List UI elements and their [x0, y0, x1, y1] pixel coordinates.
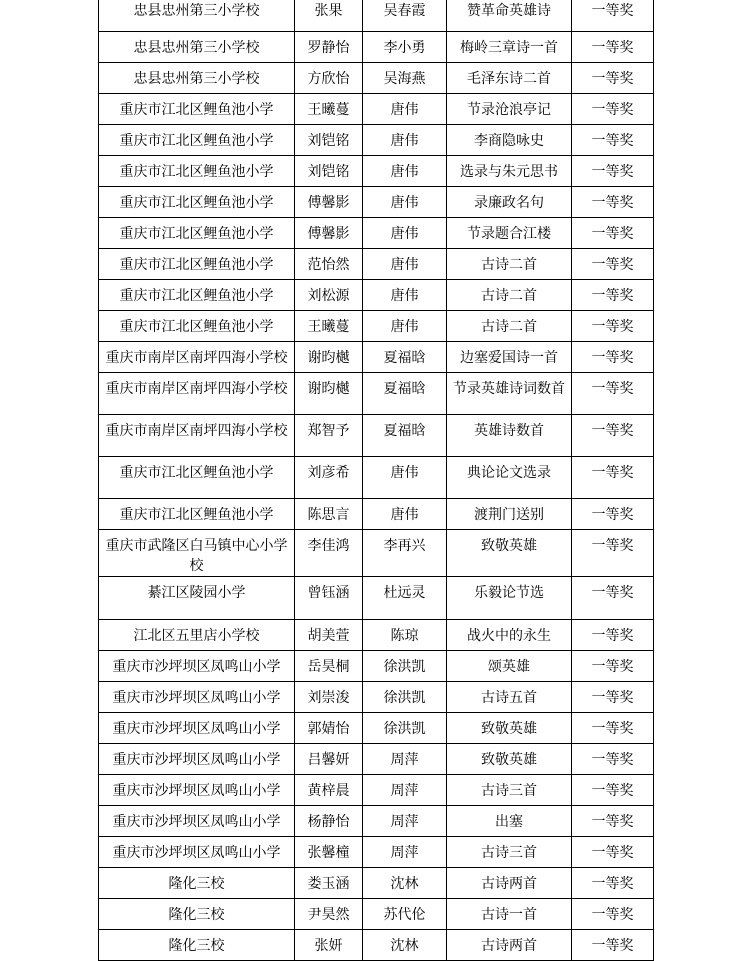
school-cell: 重庆市江北区鲤鱼池小学 [99, 125, 295, 156]
work-title-cell: 致敬英雄 [447, 713, 572, 744]
table-row [99, 530, 654, 577]
work-title-cell: 毛泽东诗二首 [447, 63, 572, 94]
teacher-cell: 夏福晗 [363, 373, 447, 415]
student-cell: 陈思言 [295, 499, 363, 530]
school-cell: 忠县忠州第三小学校 [99, 63, 295, 94]
teacher-cell: 唐伟 [363, 457, 447, 499]
teacher-cell: 陈琼 [363, 620, 447, 651]
award-cell: 一等奖 [572, 342, 654, 373]
table-row [99, 0, 654, 32]
work-title-cell: 古诗两首 [447, 930, 572, 961]
table-row [99, 415, 654, 457]
student-cell: 岳昊桐 [295, 651, 363, 682]
work-title-cell: 英雄诗数首 [447, 415, 572, 457]
table-row [99, 620, 654, 651]
student-cell: 刘铠铭 [295, 156, 363, 187]
award-cell: 一等奖 [572, 311, 654, 342]
school-cell: 忠县忠州第三小学校 [99, 0, 295, 32]
work-title-cell: 节录沧浪亭记 [447, 94, 572, 125]
table-row [99, 775, 654, 806]
school-cell: 重庆市江北区鲤鱼池小学 [99, 249, 295, 280]
work-title-cell: 颂英雄 [447, 651, 572, 682]
school-cell: 重庆市江北区鲤鱼池小学 [99, 311, 295, 342]
teacher-cell: 夏福晗 [363, 342, 447, 373]
teacher-cell: 沈林 [363, 930, 447, 961]
work-title-cell: 梅岭三章诗一首 [447, 32, 572, 63]
student-cell: 王曦蔓 [295, 94, 363, 125]
work-title-cell: 古诗一首 [447, 899, 572, 930]
table-row [99, 32, 654, 63]
table-row [99, 930, 654, 961]
school-cell: 重庆市江北区鲤鱼池小学 [99, 457, 295, 499]
school-cell: 重庆市江北区鲤鱼池小学 [99, 156, 295, 187]
table-row [99, 94, 654, 125]
student-cell: 李佳鸿 [295, 530, 363, 577]
award-cell: 一等奖 [572, 682, 654, 713]
work-title-cell: 致敬英雄 [447, 530, 572, 577]
table-row [99, 806, 654, 837]
award-cell: 一等奖 [572, 63, 654, 94]
student-cell: 王曦蔓 [295, 311, 363, 342]
teacher-cell: 徐洪凯 [363, 651, 447, 682]
student-cell: 刘松源 [295, 280, 363, 311]
school-cell: 忠县忠州第三小学校 [99, 32, 295, 63]
table-row [99, 577, 654, 620]
teacher-cell: 唐伟 [363, 187, 447, 218]
award-cell: 一等奖 [572, 94, 654, 125]
teacher-cell: 唐伟 [363, 311, 447, 342]
work-title-cell: 节录英雄诗词数首 [447, 373, 572, 415]
student-cell: 张妍 [295, 930, 363, 961]
award-cell: 一等奖 [572, 837, 654, 868]
award-cell: 一等奖 [572, 32, 654, 63]
award-cell: 一等奖 [572, 713, 654, 744]
award-cell: 一等奖 [572, 457, 654, 499]
work-title-cell: 古诗五首 [447, 682, 572, 713]
school-cell: 重庆市沙坪坝区凤鸣山小学 [99, 651, 295, 682]
table-row [99, 249, 654, 280]
award-cell: 一等奖 [572, 899, 654, 930]
work-title-cell: 边塞爱国诗一首 [447, 342, 572, 373]
teacher-cell: 周萍 [363, 744, 447, 775]
teacher-cell: 周萍 [363, 837, 447, 868]
teacher-cell: 唐伟 [363, 249, 447, 280]
table-row [99, 187, 654, 218]
work-title-cell: 古诗三首 [447, 775, 572, 806]
student-cell: 杨静怡 [295, 806, 363, 837]
table-row [99, 837, 654, 868]
teacher-cell: 唐伟 [363, 156, 447, 187]
award-cell: 一等奖 [572, 0, 654, 32]
work-title-cell: 李商隐咏史 [447, 125, 572, 156]
school-cell: 綦江区陵园小学 [99, 577, 295, 620]
table-row [99, 457, 654, 499]
school-cell: 隆化三校 [99, 930, 295, 961]
award-cell: 一等奖 [572, 868, 654, 899]
school-cell: 重庆市南岸区南坪四海小学校 [99, 342, 295, 373]
teacher-cell: 唐伟 [363, 218, 447, 249]
award-cell: 一等奖 [572, 373, 654, 415]
school-cell: 重庆市沙坪坝区凤鸣山小学 [99, 837, 295, 868]
student-cell: 方欣怡 [295, 63, 363, 94]
student-cell: 罗静怡 [295, 32, 363, 63]
student-cell: 尹昊然 [295, 899, 363, 930]
table-row [99, 868, 654, 899]
student-cell: 刘铠铭 [295, 125, 363, 156]
student-cell: 范怡然 [295, 249, 363, 280]
award-cell: 一等奖 [572, 249, 654, 280]
school-cell: 江北区五里店小学校 [99, 620, 295, 651]
teacher-cell: 周萍 [363, 775, 447, 806]
award-cell: 一等奖 [572, 775, 654, 806]
teacher-cell: 李小勇 [363, 32, 447, 63]
school-cell: 重庆市沙坪坝区凤鸣山小学 [99, 806, 295, 837]
work-title-cell: 节录题合江楼 [447, 218, 572, 249]
teacher-cell: 唐伟 [363, 94, 447, 125]
award-cell: 一等奖 [572, 125, 654, 156]
school-cell: 重庆市沙坪坝区凤鸣山小学 [99, 775, 295, 806]
table-row [99, 651, 654, 682]
table-row [99, 713, 654, 744]
teacher-cell: 徐洪凯 [363, 713, 447, 744]
work-title-cell: 古诗二首 [447, 311, 572, 342]
teacher-cell: 唐伟 [363, 125, 447, 156]
award-cell: 一等奖 [572, 651, 654, 682]
table-row [99, 899, 654, 930]
table-row [99, 125, 654, 156]
student-cell: 娄玉涵 [295, 868, 363, 899]
award-cell: 一等奖 [572, 577, 654, 620]
table-row [99, 156, 654, 187]
teacher-cell: 唐伟 [363, 499, 447, 530]
award-cell: 一等奖 [572, 744, 654, 775]
student-cell: 郑智予 [295, 415, 363, 457]
student-cell: 傅馨影 [295, 218, 363, 249]
awards-table-body [99, 0, 654, 961]
school-cell: 重庆市沙坪坝区凤鸣山小学 [99, 744, 295, 775]
school-cell: 重庆市江北区鲤鱼池小学 [99, 499, 295, 530]
teacher-cell: 周萍 [363, 806, 447, 837]
table-row [99, 218, 654, 249]
work-title-cell: 古诗二首 [447, 280, 572, 311]
award-cell: 一等奖 [572, 415, 654, 457]
table-row [99, 63, 654, 94]
award-cell: 一等奖 [572, 806, 654, 837]
award-cell: 一等奖 [572, 280, 654, 311]
award-cell: 一等奖 [572, 499, 654, 530]
school-cell: 重庆市沙坪坝区凤鸣山小学 [99, 682, 295, 713]
student-cell: 黄梓晨 [295, 775, 363, 806]
school-cell: 隆化三校 [99, 899, 295, 930]
student-cell: 郭婧怡 [295, 713, 363, 744]
work-title-cell: 出塞 [447, 806, 572, 837]
student-cell: 刘彦希 [295, 457, 363, 499]
work-title-cell: 战火中的永生 [447, 620, 572, 651]
table-row [99, 499, 654, 530]
school-cell: 重庆市江北区鲤鱼池小学 [99, 280, 295, 311]
work-title-cell: 赞革命英雄诗 [447, 0, 572, 32]
school-cell: 重庆市南岸区南坪四海小学校 [99, 415, 295, 457]
work-title-cell: 典论论文选录 [447, 457, 572, 499]
school-cell: 重庆市武隆区白马镇中心小学校 [99, 530, 295, 577]
work-title-cell: 渡荆门送别 [447, 499, 572, 530]
student-cell: 张馨橦 [295, 837, 363, 868]
teacher-cell: 徐洪凯 [363, 682, 447, 713]
teacher-cell: 唐伟 [363, 280, 447, 311]
school-cell: 重庆市江北区鲤鱼池小学 [99, 94, 295, 125]
work-title-cell: 乐毅论节选 [447, 577, 572, 620]
work-title-cell: 古诗三首 [447, 837, 572, 868]
student-cell: 胡美萱 [295, 620, 363, 651]
work-title-cell: 古诗两首 [447, 868, 572, 899]
student-cell: 吕馨妍 [295, 744, 363, 775]
student-cell: 刘崇浚 [295, 682, 363, 713]
award-cell: 一等奖 [572, 156, 654, 187]
table-row [99, 373, 654, 415]
teacher-cell: 吴海燕 [363, 63, 447, 94]
work-title-cell: 致敬英雄 [447, 744, 572, 775]
school-cell: 隆化三校 [99, 868, 295, 899]
school-cell: 重庆市南岸区南坪四海小学校 [99, 373, 295, 415]
school-cell: 重庆市江北区鲤鱼池小学 [99, 218, 295, 249]
teacher-cell: 杜远灵 [363, 577, 447, 620]
table-row [99, 682, 654, 713]
award-cell: 一等奖 [572, 187, 654, 218]
teacher-cell: 李再兴 [363, 530, 447, 577]
work-title-cell: 录廉政名句 [447, 187, 572, 218]
award-cell: 一等奖 [572, 620, 654, 651]
school-cell: 重庆市沙坪坝区凤鸣山小学 [99, 713, 295, 744]
teacher-cell: 夏福晗 [363, 415, 447, 457]
teacher-cell: 吴春霞 [363, 0, 447, 32]
table-row [99, 342, 654, 373]
table-row [99, 311, 654, 342]
school-cell: 重庆市江北区鲤鱼池小学 [99, 187, 295, 218]
student-cell: 曾钰涵 [295, 577, 363, 620]
student-cell: 傅馨影 [295, 187, 363, 218]
table-row [99, 744, 654, 775]
teacher-cell: 苏代伦 [363, 899, 447, 930]
student-cell: 张果 [295, 0, 363, 32]
awards-table [98, 0, 654, 961]
table-row [99, 280, 654, 311]
teacher-cell: 沈林 [363, 868, 447, 899]
student-cell: 谢昀樾 [295, 373, 363, 415]
award-cell: 一等奖 [572, 930, 654, 961]
work-title-cell: 选录与朱元思书 [447, 156, 572, 187]
work-title-cell: 古诗二首 [447, 249, 572, 280]
award-cell: 一等奖 [572, 218, 654, 249]
award-cell: 一等奖 [572, 530, 654, 577]
student-cell: 谢昀樾 [295, 342, 363, 373]
